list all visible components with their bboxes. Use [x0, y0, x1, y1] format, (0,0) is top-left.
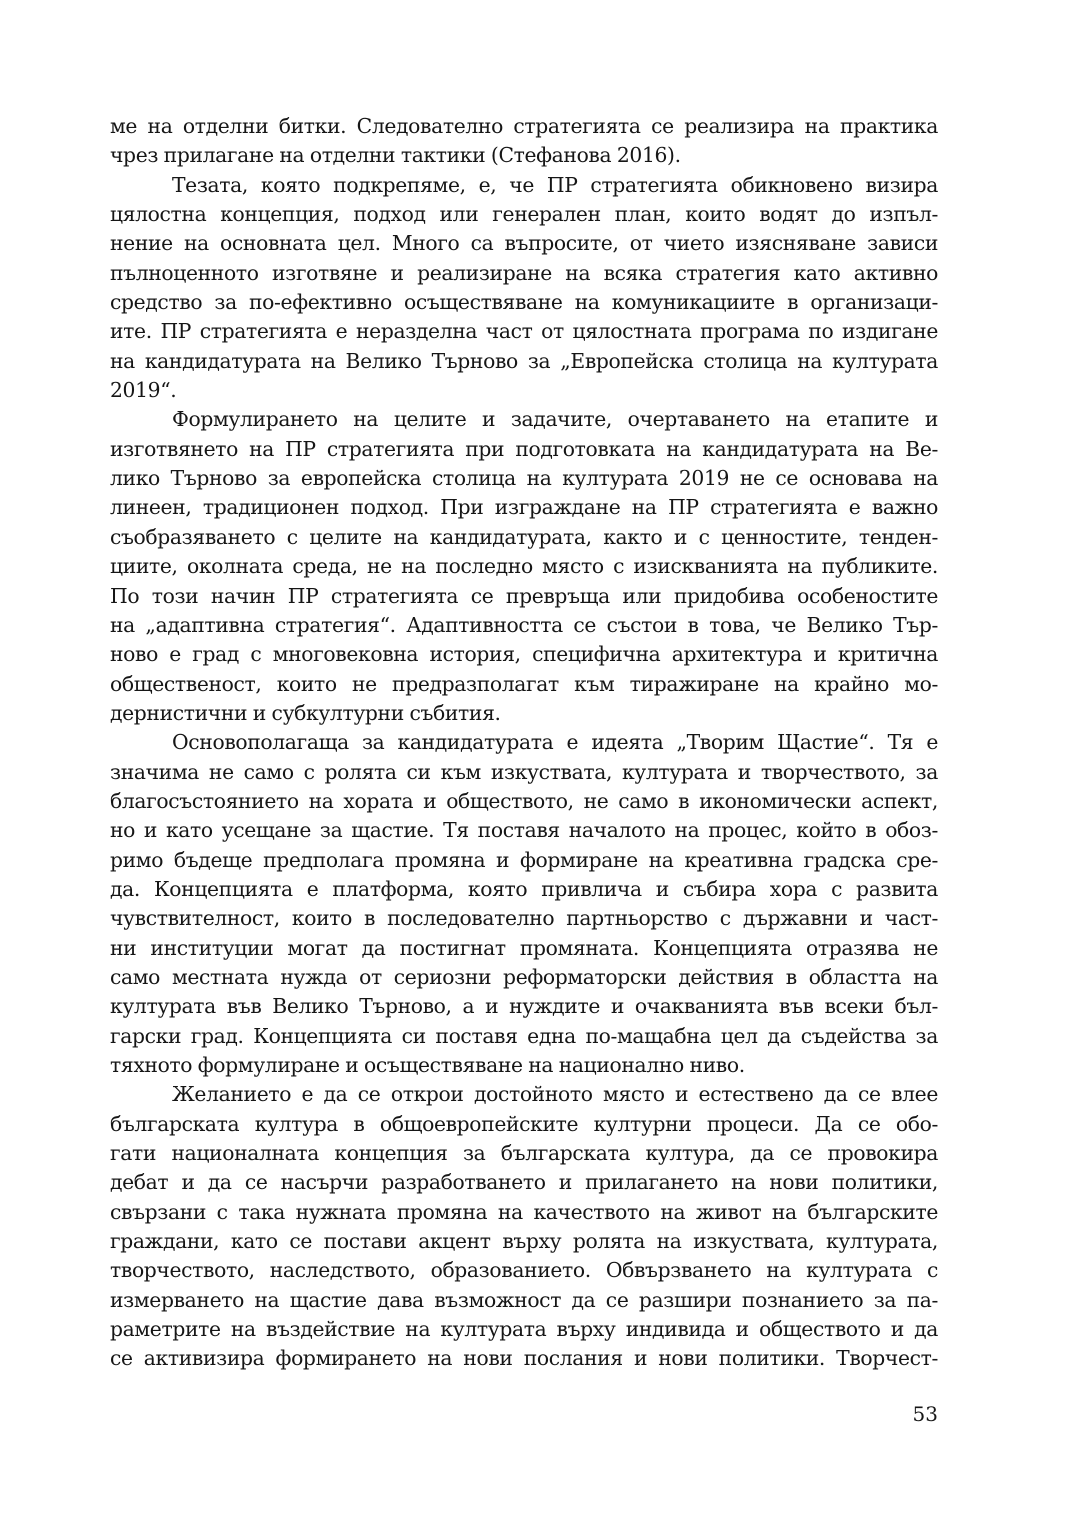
text-line: на кандидатурата на Велико Търново за „Европейска столица на културата — [110, 348, 938, 373]
text-line: цялостна концепция, подход или генерален план, които водят до изпъл- — [110, 202, 938, 227]
text-line: свързани с така нужната промяна на качеството на живот на българските — [110, 1199, 938, 1224]
paragraph — [110, 728, 938, 1080]
text-line: раметрите на въздействие на културата върху индивида и обществото и да — [110, 1317, 938, 1342]
paragraph — [110, 405, 938, 728]
text-line: измерването на щастие дава възможност да се разшири познанието за па- — [110, 1287, 938, 1312]
text-line: циите, околната среда, не на последно място с изискванията на публиките. — [110, 554, 938, 579]
text-line: културата във Велико Търново, а и нуждите и очакванията във всеки бъл- — [110, 994, 938, 1019]
text-line: Желанието е да се открои достойното място и естествено да се влее — [172, 1082, 938, 1107]
text-line: значима не само с ролята си към изкуствата, културата и творчеството, за — [110, 759, 938, 784]
page-body — [110, 112, 938, 1374]
text-line: Основополагаща за кандидатурата е идеята „Творим Щастие“. Тя е — [172, 730, 938, 755]
text-line: тяхното формулиране и осъществяване на национално ниво. — [110, 1053, 745, 1077]
text-line: общественост, които не предразполагат към тиражиране на крайно мо- — [110, 671, 938, 696]
text-line: пълноценното изготвяне и реализиране на всяка стратегия като активно — [110, 260, 938, 285]
text-line: 2019“. — [110, 378, 177, 403]
paragraph — [110, 171, 938, 406]
text-line: българската култура в общоевропейските културни процеси. Да се обо- — [110, 1111, 938, 1136]
text-line: нение на основната цел. Много са въпросите, от чието изясняване зависи — [110, 231, 938, 256]
text-line: Тезата, която подкрепяме, е, че ПР стратегията обикновено визира — [172, 172, 938, 197]
text-line: дебат и да се насърчи разработването и прилагането на нови политики, — [110, 1170, 938, 1195]
text-line: да. Концепцията е платформа, която привлича и събира хора с развита — [110, 876, 938, 901]
text-line: ме на отделни битки. Следователно стратегията се реализира на практика — [110, 114, 938, 138]
text-line: ново е град с многовековна история, специфична архитектура и критична — [110, 642, 938, 667]
paragraph — [110, 112, 938, 171]
text-line: творчеството, наследството, образованието. Обвързването на културата с — [110, 1258, 938, 1283]
text-line: граждани, като се постави акцент върху ролята на изкуствата, културата, — [110, 1229, 938, 1254]
text-line: на „адаптивна стратегия“. Адаптивността се състои в това, че Велико Тър- — [110, 612, 938, 637]
text-line: дернистични и субкултурни събития. — [110, 700, 501, 725]
text-line: но и като усещане за щастие. Тя поставя началото на процес, който в обоз- — [110, 818, 938, 843]
text-line: ни институции могат да постигнат промяната. Концепцията отразява не — [110, 935, 938, 960]
text-line: римо бъдеще предполага промяна и формиране на креативна градска сре- — [110, 847, 938, 872]
text-line: лико Търново за европейска столица на културата 2019 не се основава на — [110, 466, 938, 491]
text-line: чувствителност, които в последователно партньорство с държавни и част- — [110, 906, 938, 931]
text-line: чрез прилагане на отделни тактики (Стефанова 2016). — [110, 143, 681, 168]
text-line: само местната нужда от сериозни реформаторски действия в областта на — [110, 964, 938, 989]
text-line: съобразяването с целите на кандидатурата, както и с ценностите, тенден- — [110, 524, 938, 549]
text-line: ите. ПР стратегията е неразделна част от цялостната програма по издигане — [110, 319, 938, 344]
page-number: 53 — [912, 1402, 938, 1426]
text-line: средство за по-ефективно осъществяване на комуникациите в организаци- — [110, 290, 938, 315]
text-line: Формулирането на целите и задачите, очертаването на етапите и — [172, 407, 938, 432]
text-line: линеен, традиционен подход. При изграждане на ПР стратегията е важно — [110, 495, 938, 520]
text-line: благосъстоянието на хората и обществото, не само в икономически аспект, — [110, 788, 938, 813]
text-line: гати националната концепция за българската култура, да се провокира — [110, 1141, 938, 1166]
text-line: изготвянето на ПР стратегията при подготовката на кандидатурата на Ве- — [110, 436, 938, 461]
text-line: гарски град. Концепцията си поставя една по-мащабна цел да съдейства за — [110, 1023, 938, 1048]
text-line: се активизира формирането на нови послания и нови политики. Творчест- — [110, 1346, 938, 1371]
paragraph — [110, 1080, 938, 1373]
text-line: По този начин ПР стратегията се превръща или придобива особеностите — [110, 583, 938, 608]
